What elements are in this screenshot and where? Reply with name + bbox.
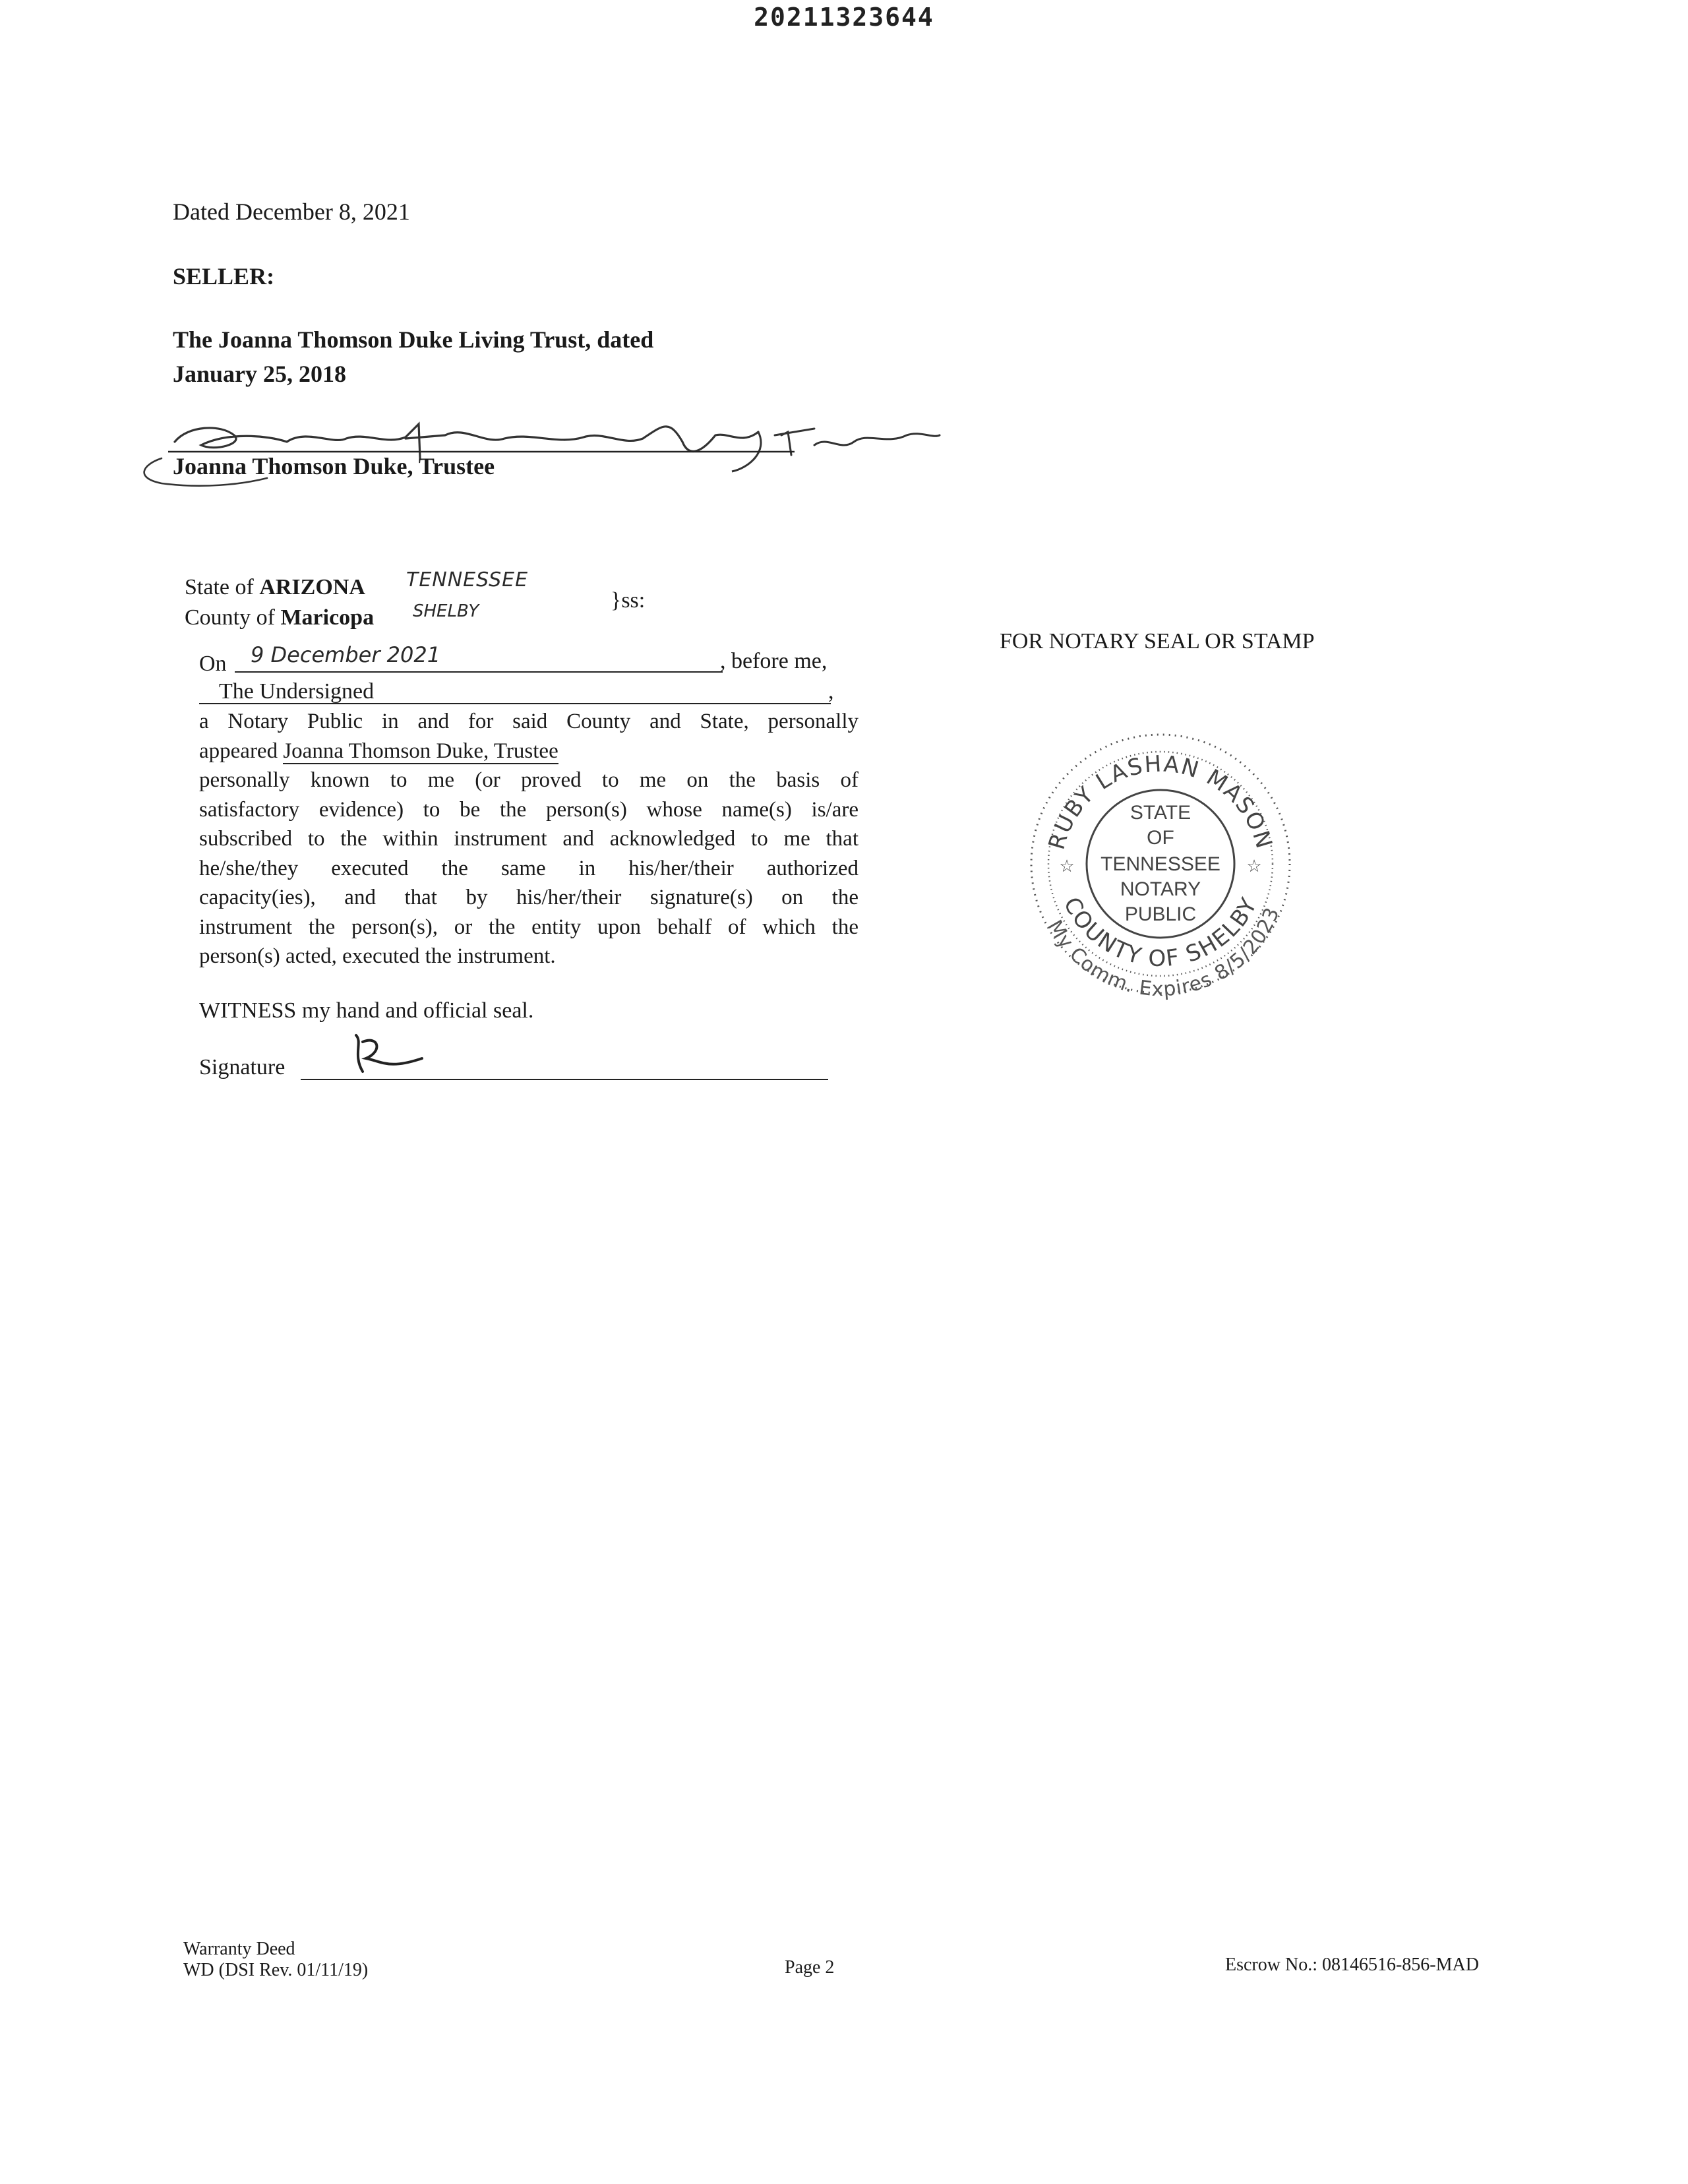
appeared-name: Joanna Thomson Duke, Trustee [283,739,558,763]
seller-heading: SELLER: [173,263,275,289]
witness-line: WITNESS my hand and official seal. [199,998,534,1023]
para-line: he/she/they executed the same in his/her/their authorized [199,856,859,880]
signer-name-line: Joanna Thomson Duke, Trustee [173,453,495,479]
dated-label: Dated [173,198,229,225]
officer-name: The Undersigned [219,679,375,704]
para-line: capacity(ies), and that by his/her/their signature(s) on the [199,886,859,909]
acknowledgment-paragraph [199,707,859,971]
seal-center-line: NOTARY [1120,878,1201,900]
seal-name-arc: RUBY LASHAN MASON [1043,750,1278,853]
seal-expires-arc: My Comm. Expires 8/5/2023 [1042,903,1284,1002]
footer-escrow-number: Escrow No.: 08146516-856-MAD [1225,1955,1479,1975]
para-line: person(s) acted, executed the instrument. [199,944,556,968]
para-line: a Notary Public in and for said County and State, personally [199,710,859,733]
para-line: instrument the person(s), or the entity upon behalf of which the [199,915,859,939]
county-handwritten: SHELBY [413,601,479,621]
para-line: subscribed to the within instrument and acknowledged to me that [199,827,859,851]
footer-form-name: Warranty Deed [183,1939,295,1959]
para-line: satisfactory evidence) to be the person(s) whose name(s) is/are [199,797,859,822]
state-printed: ARIZONA [259,575,365,599]
trust-name-line1: The Joanna Thomson Duke Living Trust, dated [173,326,654,353]
seal-center-line: OF [1147,827,1174,849]
county-line [185,605,374,630]
dated-date: December 8, 2021 [235,198,410,225]
seal-star-right-icon: ☆ [1246,857,1262,876]
seal-county-arc: COUNTY OF SHELBY [1058,893,1263,973]
footer-form-code: WD (DSI Rev. 01/11/19) [183,1960,369,1980]
seal-center-line: TENNESSEE [1100,853,1221,875]
seal-caption: FOR NOTARY SEAL OR STAMP [1000,629,1315,653]
notary-seal [1015,719,1306,1009]
signature-label: Signature [199,1055,286,1079]
ss-bracket: }ss: [611,588,646,613]
seal-star-left-icon: ☆ [1059,857,1075,876]
county-label: County of [185,605,275,630]
state-label: State of [185,575,254,599]
document-number: 20211323644 [754,3,934,32]
state-handwritten: TENNESSEE [406,568,529,592]
county-printed: Maricopa [280,605,375,630]
on-date-underline [235,671,723,673]
on-date-handwritten: 9 December 2021 [251,642,441,667]
notary-signature [343,1029,435,1081]
officer-comma: , [828,679,834,704]
appeared-label: appeared [199,739,278,763]
para-line: personally known to me (or proved to me on the basis of [199,768,859,792]
appeared-line [199,737,859,766]
footer-page-number: Page 2 [785,1957,835,1978]
on-label: On [199,652,227,676]
notary-seal-graphic [1015,719,1306,1009]
trust-name-line2: January 25, 2018 [173,361,347,387]
before-me: , before me, [720,649,828,673]
dated-line [173,198,410,226]
state-line [185,575,365,600]
seal-center-line: PUBLIC [1124,903,1197,925]
officer-underline [199,703,831,704]
seal-center-line: STATE [1130,802,1191,824]
